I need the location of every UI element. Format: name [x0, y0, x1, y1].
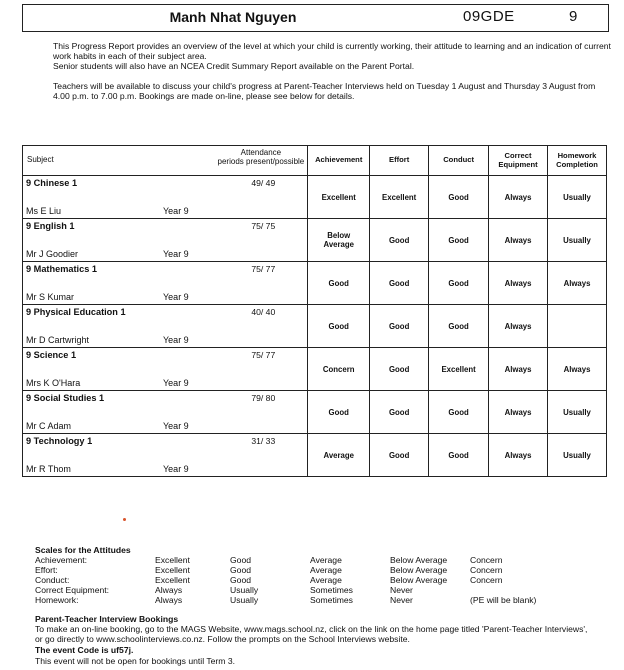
table-row — [23, 434, 607, 477]
scales-title: Scales for the Attitudes — [35, 545, 131, 555]
subject-header — [23, 146, 308, 176]
effort-header: Effort — [370, 146, 429, 176]
attendance-header-line2: periods present/possible — [217, 157, 305, 166]
grades-table — [22, 145, 607, 477]
subject-name: 9 Science 1 — [26, 350, 77, 360]
achievement-cell: Concern — [308, 348, 370, 391]
equipment-cell: Always — [489, 434, 548, 477]
attendance-value: 75/ 75 — [251, 221, 276, 231]
subject-cell — [23, 305, 308, 348]
subject-header-label: Subject — [27, 155, 54, 164]
conduct-cell: Good — [429, 305, 489, 348]
homework-cell: Usually — [548, 391, 607, 434]
booking-open-note: This event will not be open for bookings until Term 3. — [35, 656, 235, 666]
attendance-value: 49/ 49 — [251, 178, 276, 188]
year-label: Year 9 — [163, 421, 189, 431]
year-label: Year 9 — [163, 335, 189, 345]
teacher-name: Mrs K O'Hara — [26, 378, 81, 388]
homework-cell: Always — [548, 262, 607, 305]
scale-value: Average — [310, 555, 342, 565]
scale-value: Below Average — [390, 555, 448, 565]
scale-value: Never — [390, 595, 413, 605]
form-class: 09GDE — [463, 8, 515, 25]
table-header-row — [23, 146, 607, 176]
report-header — [22, 4, 609, 32]
year-label: Year 9 — [163, 249, 189, 259]
homework-header-l1: Homework — [557, 151, 597, 160]
effort-cell: Good — [370, 348, 429, 391]
teacher-name: Mr D Cartwright — [26, 335, 90, 345]
attendance-header-line1: Attendance — [240, 148, 282, 157]
scale-row — [35, 565, 595, 575]
scale-value: Usually — [230, 585, 259, 595]
table-row — [23, 348, 607, 391]
year-label: Year 9 — [163, 292, 189, 302]
homework-cell: Usually — [548, 176, 607, 219]
student-name: Manh Nhat Nguyen — [169, 9, 297, 25]
teacher-name: Mr R Thom — [26, 464, 71, 474]
scale-value: Concern — [470, 565, 503, 575]
homework-header-l2: Completion — [556, 159, 598, 169]
homework-cell — [548, 305, 607, 348]
equipment-cell: Always — [489, 176, 548, 219]
table-row — [23, 391, 607, 434]
effort-cell: Good — [370, 262, 429, 305]
scale-value: Sometimes — [310, 595, 353, 605]
teacher-name: Mr J Goodier — [26, 249, 79, 259]
interview-bookings-text: To make an on-line booking, go to the MAGS Website, www.mags.school.nz, click on the link on the home page titled 'Parent-Teacher Interviews', or go directly to www.schoolinterviews.co.nz. Follow the prompts on the School Interviews website. — [35, 624, 588, 644]
homework-cell: Usually — [548, 219, 607, 262]
table-row — [23, 176, 607, 219]
subject-name: 9 Social Studies 1 — [26, 393, 105, 403]
subject-cell — [23, 348, 308, 391]
equipment-cell: Always — [489, 391, 548, 434]
scale-value: Concern — [470, 555, 503, 565]
scale-value: Never — [390, 585, 413, 595]
subject-name: 9 Chinese 1 — [26, 178, 78, 188]
scale-row — [35, 555, 595, 565]
table-row — [23, 262, 607, 305]
conduct-cell: Good — [429, 219, 489, 262]
attendance-value: 79/ 80 — [251, 393, 276, 403]
table-row — [23, 219, 607, 262]
achievement-cell: Good — [308, 305, 370, 348]
subject-cell — [23, 262, 308, 305]
table-row — [23, 305, 607, 348]
scale-value: Excellent — [155, 555, 190, 565]
year-label: Year 9 — [163, 378, 189, 388]
subject-name: 9 Physical Education 1 — [26, 307, 126, 317]
scale-value: Average — [310, 575, 342, 585]
conduct-cell: Excellent — [429, 348, 489, 391]
equipment-header-l1: Correct — [504, 151, 532, 160]
scale-value: Always — [155, 595, 183, 605]
scale-row — [35, 575, 595, 585]
scale-label: Conduct: — [35, 575, 70, 585]
scale-label: Achievement: — [35, 555, 88, 565]
effort-cell: Good — [370, 434, 429, 477]
homework-cell: Usually — [548, 434, 607, 477]
achievement-cell: Average — [308, 434, 370, 477]
equipment-cell: Always — [489, 348, 548, 391]
subject-name: 9 English 1 — [26, 221, 75, 231]
scale-value: Concern — [470, 575, 503, 585]
teacher-name: Ms E Liu — [26, 206, 62, 216]
scale-row — [35, 595, 595, 605]
scale-value: Good — [230, 555, 252, 565]
scale-label: Correct Equipment: — [35, 585, 110, 595]
subject-cell — [23, 176, 308, 219]
equipment-header-l2: Equipment — [498, 159, 538, 169]
homework-header — [548, 146, 607, 176]
effort-cell: Good — [370, 305, 429, 348]
attendance-value: 75/ 77 — [251, 350, 276, 360]
year-label: Year 9 — [163, 206, 189, 216]
conduct-cell: Good — [429, 434, 489, 477]
attendance-value: 31/ 33 — [251, 436, 276, 446]
equipment-cell: Always — [489, 305, 548, 348]
teacher-name: Mr C Adam — [26, 421, 72, 431]
conduct-cell: Good — [429, 391, 489, 434]
stray-mark — [123, 518, 126, 521]
interview-bookings-title: Parent-Teacher Interview Bookings — [35, 614, 179, 624]
equipment-header — [489, 146, 548, 176]
achievement-cell: Good — [308, 262, 370, 305]
scale-value: Average — [310, 565, 342, 575]
subject-cell — [23, 434, 308, 477]
subject-cell — [23, 219, 308, 262]
conduct-header: Conduct — [429, 146, 489, 176]
year-label: Year 9 — [163, 464, 189, 474]
attendance-value: 75/ 77 — [251, 264, 276, 274]
equipment-cell: Always — [489, 262, 548, 305]
scale-value: Below Average — [390, 575, 448, 585]
scale-value: Sometimes — [310, 585, 353, 595]
intro-paragraph: This Progress Report provides an overview of the level at which your child is currently working, their attitude to learning and an indication of current work habits in each of their subject area. — [53, 41, 611, 61]
scale-value: (PE will be blank) — [470, 595, 537, 605]
scale-row — [35, 585, 595, 595]
year-level: 9 — [569, 8, 578, 25]
subject-name: 9 Mathematics 1 — [26, 264, 97, 274]
event-code: The event Code is uf57j. — [35, 645, 134, 655]
achievement-l1: Below — [327, 231, 351, 240]
scale-value: Below Average — [390, 565, 448, 575]
effort-cell: Good — [370, 391, 429, 434]
intro-interviews-note: Teachers will be available to discuss your child's progress at Parent-Teacher Interviews held on Tuesday 1 August and Thursday 3 August from 4.00 p.m. to 7.00 p.m. Bookings are made on-line, please see below for details. — [53, 81, 596, 101]
conduct-cell: Good — [429, 262, 489, 305]
achievement-cell — [308, 219, 370, 262]
scale-value: Excellent — [155, 565, 190, 575]
subject-name: 9 Technology 1 — [26, 436, 93, 446]
achievement-cell: Excellent — [308, 176, 370, 219]
scale-value: Good — [230, 575, 252, 585]
achievement-cell: Good — [308, 391, 370, 434]
scale-value: Always — [155, 585, 183, 595]
intro-ncea-note: Senior students will also have an NCEA Credit Summary Report available on the Parent Portal. — [53, 61, 415, 71]
conduct-cell: Good — [429, 176, 489, 219]
scale-label: Effort: — [35, 565, 58, 575]
equipment-cell: Always — [489, 219, 548, 262]
attendance-value: 40/ 40 — [251, 307, 276, 317]
scale-label: Homework: — [35, 595, 79, 605]
teacher-name: Mr S Kumar — [26, 292, 75, 302]
scale-value: Usually — [230, 595, 259, 605]
scale-value: Good — [230, 565, 252, 575]
achievement-header: Achievement — [308, 146, 370, 176]
effort-cell: Excellent — [370, 176, 429, 219]
subject-cell — [23, 391, 308, 434]
scale-value: Excellent — [155, 575, 190, 585]
attendance-header-label — [218, 148, 305, 166]
homework-cell: Always — [548, 348, 607, 391]
effort-cell: Good — [370, 219, 429, 262]
achievement-l2: Average — [323, 240, 354, 249]
